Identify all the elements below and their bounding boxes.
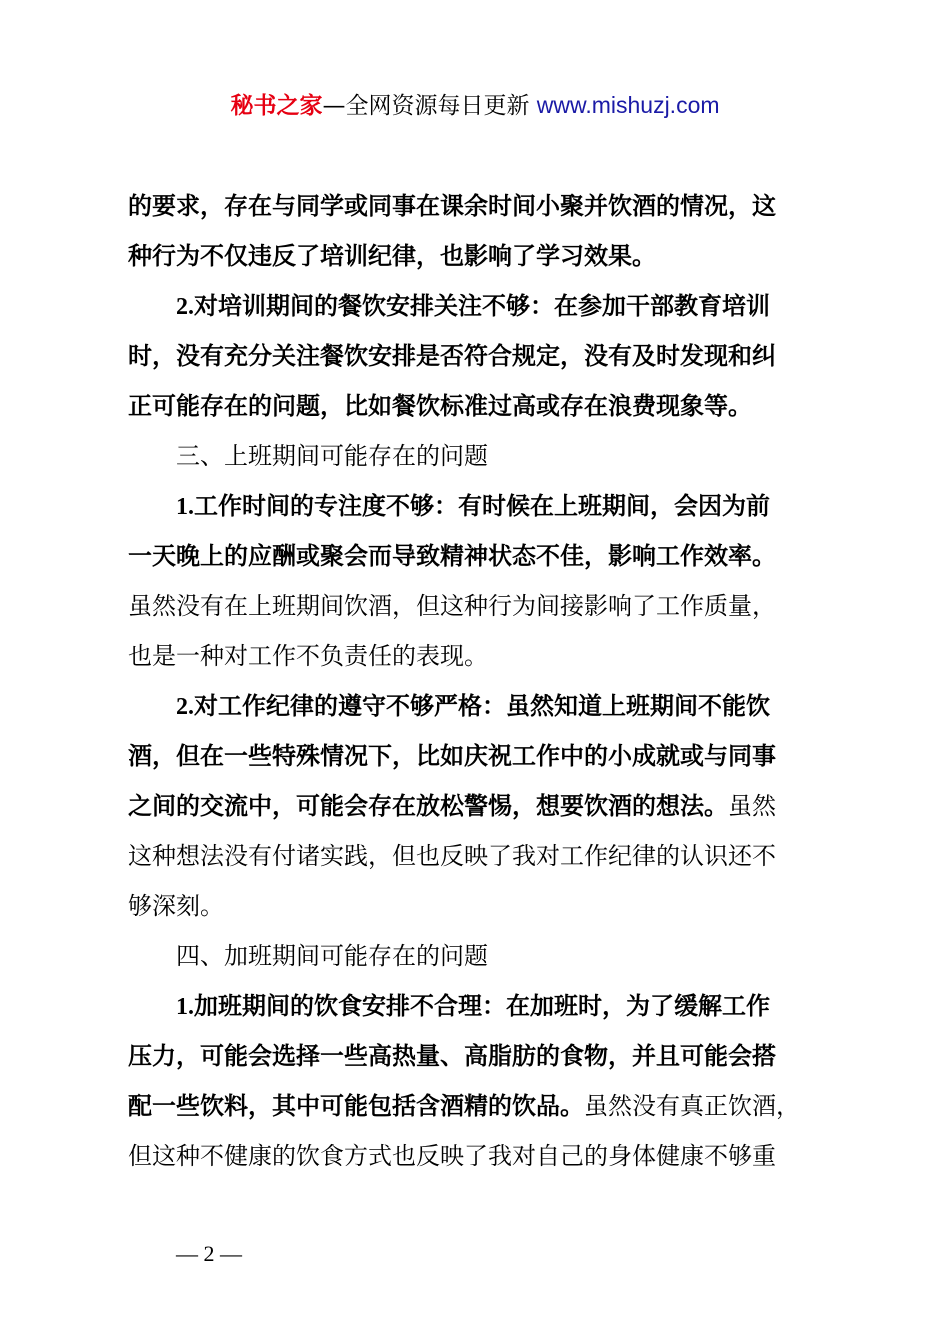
site-header — [0, 90, 950, 121]
item-heading-text: 工作时间的专注度不够：有时候在上班期间，会因为前 — [194, 492, 770, 520]
item-number: 2. — [176, 694, 194, 720]
bold-text: 之间的交流中，可能会存在放松警惕，想要饮酒的想法。 — [128, 792, 728, 820]
paragraph-line — [176, 490, 848, 523]
section-heading: 三、上班期间可能存在的问题 — [176, 442, 488, 470]
paragraph-line: 压力，可能会选择一些高热量、高脂肪的食物，并且可能会搭 — [128, 1042, 776, 1070]
paragraph-line — [176, 690, 848, 723]
paragraph-line: 的要求，存在与同学或同事在课余时间小聚并饮酒的情况，这 — [128, 192, 776, 220]
normal-text: 虽然 — [728, 792, 776, 820]
paragraph-line — [176, 290, 848, 323]
item-number: 1. — [176, 494, 194, 520]
header-tagline: —全网资源每日更新 — [322, 93, 537, 119]
paragraph-line — [176, 990, 848, 1023]
paragraph-line: 这种想法没有付诸实践，但也反映了我对工作纪律的认识还不 — [128, 842, 776, 870]
paragraph-line: 酒，但在一些特殊情况下，比如庆祝工作中的小成就或与同事 — [128, 742, 776, 770]
paragraph-line: 种行为不仅违反了培训纪律，也影响了学习效果。 — [128, 242, 656, 270]
section-heading: 四、加班期间可能存在的问题 — [176, 942, 488, 970]
paragraph-line: 时，没有充分关注餐饮安排是否符合规定，没有及时发现和纠 — [128, 342, 776, 370]
paragraph-line: 正可能存在的问题，比如餐饮标准过高或存在浪费现象等。 — [128, 392, 752, 420]
paragraph-line — [128, 1090, 848, 1122]
page-number: — 2 — — [176, 1241, 242, 1266]
item-number: 2. — [176, 294, 194, 320]
item-heading-text: 加班期间的饮食安排不合理：在加班时，为了缓解工作 — [194, 992, 770, 1020]
bold-text: 配一些饮料，其中可能包括含酒精的饮品。 — [128, 1092, 584, 1120]
paragraph-line — [128, 790, 848, 822]
item-number: 1. — [176, 994, 194, 1020]
paragraph-line: 一天晚上的应酬或聚会而导致精神状态不佳，影响工作效率。 — [128, 542, 776, 570]
paragraph-line: 虽然没有在上班期间饮酒，但这种行为间接影响了工作质量， — [128, 592, 776, 620]
site-url-link[interactable]: www.mishuzj.com — [536, 92, 720, 118]
paragraph-line: 但这种不健康的饮食方式也反映了我对自己的身体健康不够重 — [128, 1142, 776, 1170]
brand-name: 秘书之家 — [230, 93, 323, 119]
item-heading-text: 对工作纪律的遵守不够严格：虽然知道上班期间不能饮 — [194, 692, 770, 720]
item-heading-text: 对培训期间的餐饮安排关注不够：在参加干部教育培训 — [194, 292, 770, 320]
paragraph-line: 也是一种对工作不负责任的表现。 — [128, 642, 488, 670]
normal-text: 虽然没有真正饮酒， — [584, 1092, 800, 1120]
paragraph-line: 够深刻。 — [128, 892, 224, 920]
